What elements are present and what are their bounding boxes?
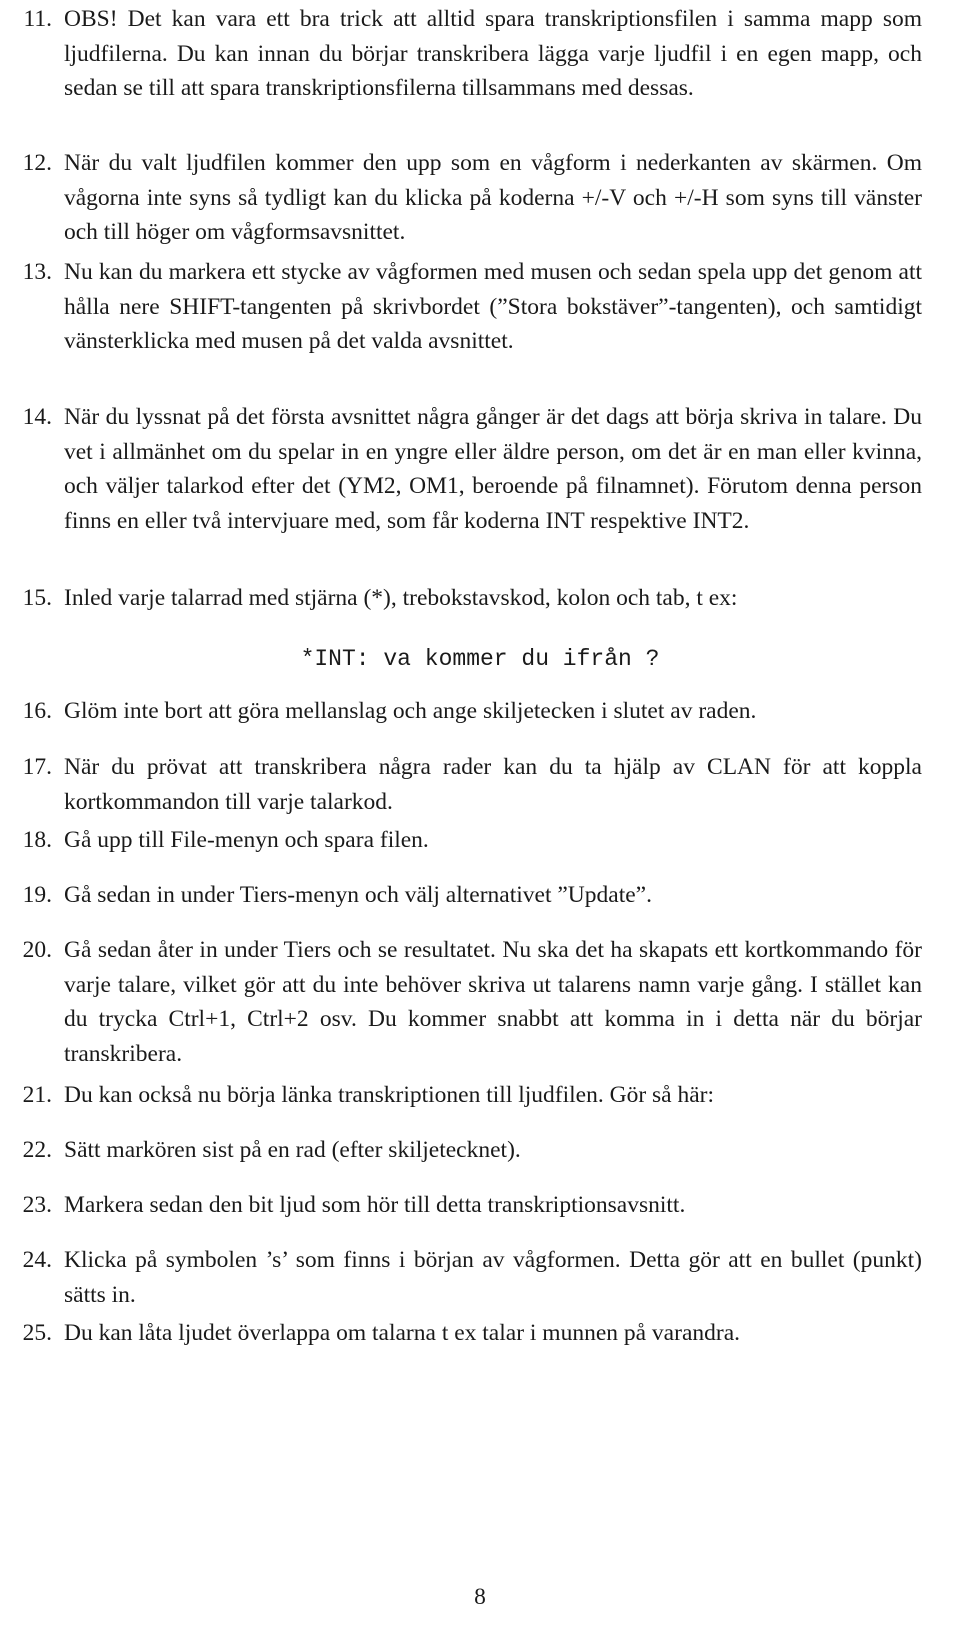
item-number: 12.	[22, 150, 52, 176]
item-number: 18.	[22, 827, 52, 853]
list-item	[10, 581, 922, 616]
item-number: 16.	[22, 698, 52, 724]
item-text: När du lyssnat på det första avsnittet några gånger är det dags att börja skriva in talare. Du vet i allmänhet om du spelar in en yngre eller äldre person, om det är en man eller kvinna, och väljer talarkod efter det (YM2, OM1, beroende på filnamnet). Förutom denna person finns en eller två intervjuare med, som får koderna INT respektive INT2.	[64, 404, 922, 534]
item-number: 11.	[23, 6, 52, 32]
list-item	[10, 750, 922, 819]
item-number: 21.	[22, 1082, 52, 1108]
item-text: Klicka på symbolen ’s’ som finns i början av vågformen. Detta gör att en bullet (punkt) sätts in.	[64, 1247, 922, 1308]
page-number: 8	[474, 1584, 486, 1610]
list-item	[10, 146, 922, 250]
item-number: 19.	[22, 882, 52, 908]
item-text: När du prövat att transkribera några rader kan du ta hjälp av CLAN för att koppla kortkommandon till varje talarkod.	[64, 754, 922, 815]
list-item	[10, 823, 922, 858]
item-number: 25.	[22, 1320, 52, 1346]
item-text: Nu kan du markera ett stycke av vågformen med musen och sedan spela upp det genom att hålla nere SHIFT-tangenten på skrivbordet (”Stora bokstäver”-tangenten), och samtidigt vänsterklicka med musen på det valda avsnittet.	[64, 259, 922, 354]
item-text: Inled varje talarrad med stjärna (*), trebokstavskod, kolon och tab, t ex:	[64, 585, 738, 611]
list-item	[10, 400, 922, 538]
item-number: 17.	[22, 754, 52, 780]
item-text: Glöm inte bort att göra mellanslag och ange skiljetecken i slutet av raden.	[64, 698, 757, 724]
list-item	[10, 1188, 922, 1223]
item-text: Sätt markören sist på en rad (efter skiljetecknet).	[64, 1137, 521, 1163]
list-item	[10, 933, 922, 1071]
list-item	[10, 1243, 922, 1312]
list-item	[10, 878, 922, 913]
item-number: 23.	[22, 1192, 52, 1218]
list-item	[10, 694, 922, 729]
item-text: Gå sedan in under Tiers-menyn och välj alternativet ”Update”.	[64, 882, 652, 908]
item-number: 22.	[22, 1137, 52, 1163]
item-number: 14.	[22, 404, 52, 430]
item-number: 20.	[22, 937, 52, 963]
item-text: Du kan också nu börja länka transkriptionen till ljudfilen. Gör så här:	[64, 1082, 715, 1108]
list-item	[10, 1316, 922, 1351]
list-item	[10, 2, 922, 106]
list-item	[10, 1133, 922, 1168]
item-number: 13.	[22, 259, 52, 285]
list-item	[10, 255, 922, 359]
list-item	[10, 1078, 922, 1113]
item-text: Du kan låta ljudet överlappa om talarna t ex talar i munnen på varandra.	[64, 1320, 741, 1346]
item-number: 24.	[22, 1247, 52, 1273]
item-text: Markera sedan den bit ljud som hör till detta transkriptionsavsnitt.	[64, 1192, 686, 1218]
item-text: OBS! Det kan vara ett bra trick att alltid spara transkriptionsfilen i samma mapp som ljudfilerna. Du kan innan du börjar transkribera lägga varje ljudfil i en egen mapp, och sedan se till att spara transkriptionsfilerna tillsammans med dessas.	[64, 6, 922, 101]
item-text: När du valt ljudfilen kommer den upp som en vågform i nederkanten av skärmen. Om vågorna inte syns så tydligt kan du klicka på koderna +/-V och +/-H som syns till vänster och till höger om vågformsavsnittet.	[64, 150, 922, 245]
item-text: Gå upp till File-menyn och spara filen.	[64, 827, 429, 853]
code-example: *INT: va kommer du ifrån ?	[300, 646, 660, 672]
item-number: 15.	[22, 585, 52, 611]
item-text: Gå sedan åter in under Tiers och se resultatet. Nu ska det ha skapats ett kortkommando för varje talare, vilket gör att du inte behöver skriva ut talarens namn varje gång. I stället kan du trycka Ctrl+1, Ctrl+2 osv. Du kommer snabbt att komma in i detta när du börjar transkribera.	[64, 937, 922, 1067]
